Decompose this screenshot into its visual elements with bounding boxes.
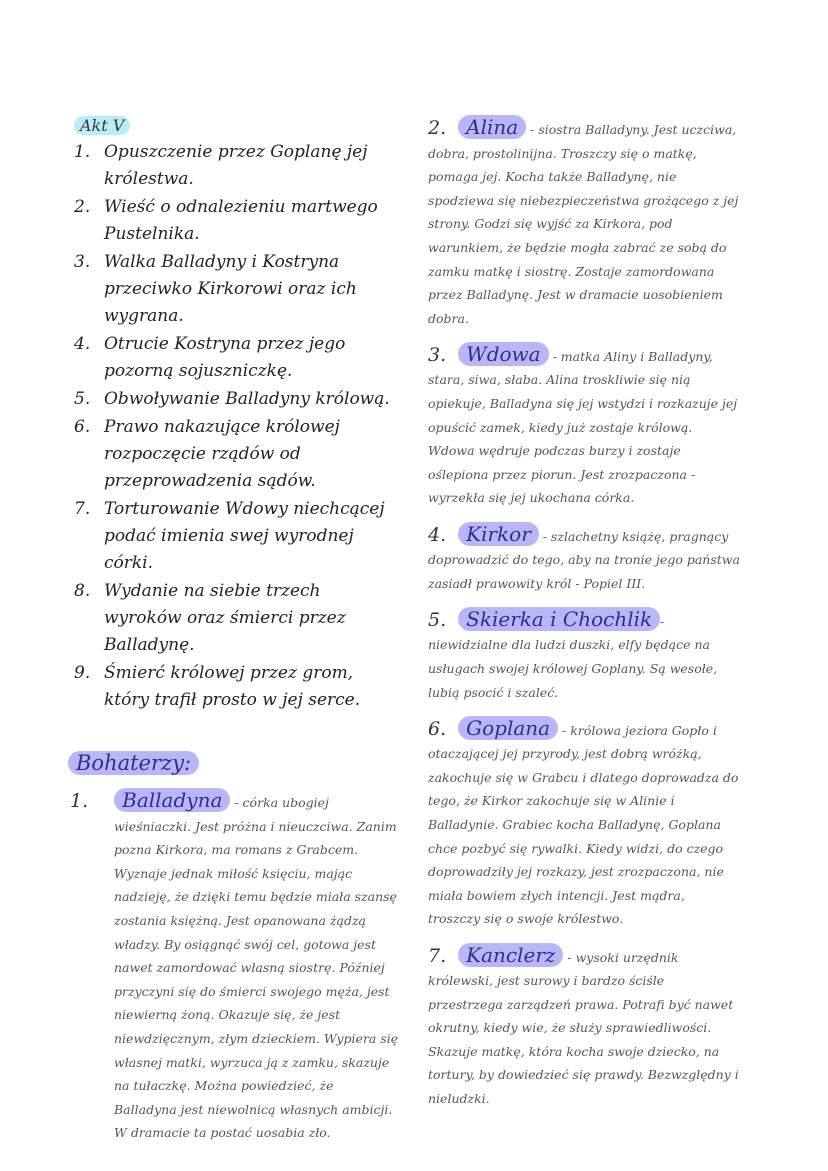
plot-item [70, 331, 400, 385]
plot-item-text: Wieść o odnalezieniu martwego Pustelnika. [104, 197, 378, 244]
character-number: 7. [428, 944, 447, 967]
characters-title: Bohaterzy: [68, 751, 199, 775]
plot-item-number: 8. [74, 581, 91, 601]
character-number: 1. [70, 790, 89, 812]
character-wdowa [428, 343, 740, 510]
plot-item [70, 578, 400, 659]
plot-item [70, 139, 400, 193]
character-number: 3. [428, 343, 447, 366]
character-description: - córka ubogiej wieśniaczki. Jest próżna i nieuczciwa. Zanim pozna Kirkora, ma romans z Grabcem. Wyznaje jednak miłość księciu, mając nadzieję, że dzięki temu będzie miała szansę zostania księżną. Jest opanowana żądzą władzy. By osiągnąć swój cel, gotowa jest nawet zamordować własną siostrę. Później przyczyni się do śmierci swojego męża, jest niewierną żoną. Okazuje się, że jest niewdzięcznym, złym dzieckiem. Wypiera się własnej matki, wyrzuca ją z zamku, skazuje na tułaczkę. Można powiedzieć, że Balladyna jest niewolnicą własnych ambicji. W dramacie ta postać uosabia zło. [114, 795, 399, 1141]
character-name: Kirkor [458, 522, 539, 546]
character-number: 5. [428, 608, 447, 631]
plot-item-text: Otrucie Kostryna przez jego pozorną sojuszniczkę. [104, 334, 346, 381]
character-kirkor [428, 523, 740, 596]
plot-item-number: 6. [74, 417, 91, 437]
character-number: 6. [428, 717, 447, 740]
character-kanclerz [428, 944, 740, 1111]
character-name: Alina [458, 115, 526, 139]
plot-item-text: Wydanie na siebie trzech wyroków oraz śmierci przez Balladynę. [104, 581, 346, 655]
plot-item-number: 9. [74, 663, 91, 683]
plot-item-text: Śmierć królowej przez grom, który trafił prosto w jej serce. [104, 663, 361, 710]
character-name: Goplana [458, 716, 558, 740]
plot-item-number: 4. [74, 334, 91, 354]
plot-item-text: Opuszczenie przez Goplanę jej królestwa. [104, 142, 368, 189]
plot-item-number: 3. [74, 252, 91, 272]
character-skierka-chochlik [428, 608, 740, 704]
akt-title: Akt V [74, 116, 130, 135]
character-goplana [428, 717, 740, 931]
character-description: - siostra Balladyny. Jest uczciwa, dobra, prostolinijna. Troszczy się o matkę, pomaga jej. Kocha także Balladynę, nie spodziewa się niebezpieczeństwa grożącego z jej strony. Godzi się wyjść za Kirkora, pod warunkiem, że będzie mogła zabrać ze sobą do zamku matkę i siostrę. Zostaje zamordowana przez Balladynę. Jest w dramacie uosobieniem dobra. [428, 122, 739, 326]
character-description: - królowa jeziora Gopło i otaczającej jej przyrody, jest dobrą wróżką, zakochuje się w Grabcu i dlatego doprowadza do tego, że Kirkor zakochuje się w Alinie i Balladynie. Grabiec kocha Balladynę, Goplana chce pozbyć się rywalki. Kiedy widzi, do czego doprowadziły jej rozkazy, jest zrozpaczona, nie miała bowiem złych intencji. Jest mądra, troszczy się o swoje królestwo. [428, 722, 739, 927]
plot-item [70, 414, 400, 495]
plot-item-text: Torturowanie Wdowy niechcącej podać imienia swej wyrodnej córki. [104, 499, 385, 573]
character-name: Skierka i Chochlik [458, 607, 660, 631]
character-description: - matka Aliny i Balladyny, stara, siwa, słaba. Alina troskliwie się nią opiekuje, Balladyna się jej wstydzi i rozkazuje jej opuścić zamek, kiedy już zostaje królową. Wdowa wędruje podczas burzy i zostaje oślepiona przez piorun. Jest zrozpaczona - wyrzekła się jej ukochana córka. [428, 348, 738, 506]
character-alina [428, 116, 740, 330]
plot-item [70, 249, 400, 330]
character-number: 2. [428, 117, 447, 139]
left-column [70, 116, 400, 1157]
plot-item [70, 386, 400, 413]
plot-item-number: 7. [74, 499, 91, 519]
plot-item [70, 660, 400, 714]
character-description: - wysoki urzędnik królewski, jest surowy i bardzo ściśle przestrzega zarządzeń prawa. Potrafi być nawet okrutny, kiedy wie, że służy sprawiedliwości. Skazuje matkę, która kocha swoje dziecko, na tortury, by dowiedzieć się prawdy. Bezwzględny i nieludzki. [428, 949, 739, 1107]
plot-item-number: 2. [74, 197, 91, 217]
plot-item [70, 194, 400, 248]
plot-item [70, 496, 400, 577]
plot-list [70, 139, 400, 714]
character-description: - szlachetny książę, pragnący doprowadzić do tego, aby na tronie jego państwa zasiadł prawowity król - Popiel III. [428, 528, 740, 591]
plot-item-text: Obwoływanie Balladyny królową. [104, 389, 390, 409]
plot-item-text: Walka Balladyny i Kostryna przeciwko Kirkorowi oraz ich wygrana. [104, 252, 357, 326]
plot-item-number: 5. [74, 389, 91, 409]
plot-item-number: 1. [74, 142, 91, 162]
right-column [428, 116, 740, 1115]
character-name: Kanclerz [458, 943, 563, 967]
character-balladyna [70, 789, 400, 1145]
character-number: 4. [428, 523, 447, 546]
character-name: Balladyna [114, 788, 230, 812]
character-description: - niewidzialne dla ludzi duszki, elfy będące na usługach swojej królowej Goplany. Są wesołe, lubią psocić i szaleć. [428, 613, 718, 700]
plot-item-text: Prawo nakazujące królowej rozpoczęcie rządów od przeprowadzenia sądów. [104, 417, 340, 491]
character-name: Wdowa [458, 342, 548, 366]
